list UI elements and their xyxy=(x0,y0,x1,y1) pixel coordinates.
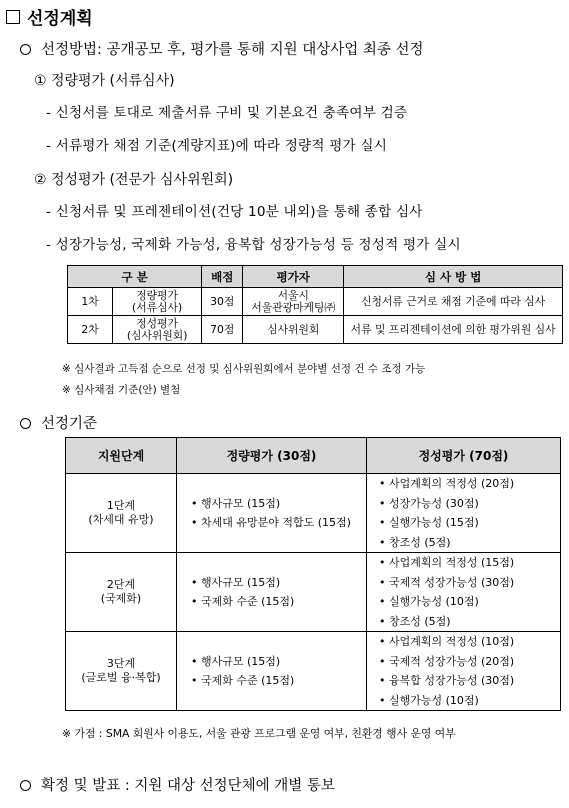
list-item: • 성장가능성 (30점) xyxy=(379,496,479,510)
table1-method: 신청서류 근거로 채점 기준에 따라 심사 xyxy=(344,288,563,316)
list-item: • 국제적 성장가능성 (20점) xyxy=(379,654,515,668)
list-item: • 국제화 수준 (15점) xyxy=(191,595,295,608)
list-item: • 행사규모 (15점) xyxy=(191,575,281,589)
criteria-header-quant: 정량평가 (30점) xyxy=(177,438,367,474)
list-item: • 사업계획의 적정성 (20점) xyxy=(379,477,515,490)
table1-method: 서류 및 프리젠테이션에 의한 평가위원 심사 xyxy=(344,316,563,344)
list-item: • 창조성 (5점) xyxy=(379,535,451,549)
table-row xyxy=(66,553,561,632)
list-item: • 차세대 유망분야 적합도 (15점) xyxy=(191,516,351,529)
quant-item-1: - 신청서를 토대로 제출서류 구비 및 기본요건 충족여부 검증 xyxy=(46,105,408,121)
announcement-bullet xyxy=(20,774,335,795)
criteria-stage: 2단계 (국제화) xyxy=(66,553,177,632)
criteria-bullet xyxy=(20,412,97,433)
table1-header-type: 구 분 xyxy=(68,266,202,288)
list-item: • 실행가능성 (15점) xyxy=(379,516,479,529)
list-item: • 실행가능성 (10점) xyxy=(379,693,479,707)
table1-type: 정량평가 (서류심사) xyxy=(113,288,202,316)
announcement-text: 확정 및 발표 : 지원 대상 선정단체에 개별 통보 xyxy=(41,778,335,794)
table1-stage: 2차 xyxy=(68,316,113,344)
table1-note-2: ※ 심사채점 기준(안) 별첨 xyxy=(62,384,181,396)
table1-stage: 1차 xyxy=(68,288,113,316)
section-heading xyxy=(6,4,93,29)
list-item: • 창조성 (5점) xyxy=(379,614,451,628)
quant-title: ① 정량평가 (서류심사) xyxy=(34,73,175,89)
qual-title: ② 정성평가 (전문가 심사위원회) xyxy=(34,172,234,188)
quant-item-2: - 서류평가 채점 기준(계량지표)에 따라 정량적 평가 실시 xyxy=(46,138,388,154)
table-row xyxy=(66,474,561,553)
list-item: • 사업계획의 적정성 (15점) xyxy=(379,556,515,569)
section-heading-text: 선정계획 xyxy=(27,9,93,29)
circle-bullet-icon xyxy=(20,44,31,55)
table-row xyxy=(68,288,563,316)
list-item: • 국제적 성장가능성 (30점) xyxy=(379,575,515,589)
criteria-stage: 3단계 (글로벌 융·복합) xyxy=(66,632,177,711)
evaluation-table xyxy=(67,265,563,344)
criteria-qual xyxy=(367,553,561,632)
criteria-table xyxy=(65,437,561,711)
checkbox-square-icon xyxy=(6,10,20,24)
table1-header-evaluator: 평가자 xyxy=(243,266,344,288)
criteria-label: 선정기준 xyxy=(41,416,98,432)
method-text: 선정방법: 공개공모 후, 평가를 통해 지원 대상사업 최종 선정 xyxy=(41,42,424,58)
list-item: • 사업계획의 적정성 (10점) xyxy=(379,635,515,648)
table1-type: 정성평가 (심사위원회) xyxy=(113,316,202,344)
circle-bullet-icon xyxy=(20,418,31,429)
criteria-qual xyxy=(367,474,561,553)
table1-header-method: 심 사 방 법 xyxy=(344,266,563,288)
list-item: • 행사규모 (15점) xyxy=(191,654,281,668)
method-bullet xyxy=(20,38,424,59)
list-item: • 실행가능성 (10점) xyxy=(379,595,479,608)
criteria-quant xyxy=(177,474,367,553)
table1-evaluator: 서울시 서울관광마케팅㈜ xyxy=(243,288,344,316)
criteria-qual xyxy=(367,632,561,711)
table1-score: 70점 xyxy=(202,316,243,344)
table-row xyxy=(66,632,561,711)
criteria-header-qual: 정성평가 (70점) xyxy=(367,438,561,474)
table1-score: 30점 xyxy=(202,288,243,316)
circle-bullet-icon xyxy=(20,780,31,791)
criteria-note: ※ 가점 : SMA 회원사 이용도, 서울 관광 프로그램 운영 여부, 친환경 행사 운영 여부 xyxy=(62,727,456,740)
list-item: • 융복합 성장가능성 (30점) xyxy=(379,674,515,687)
criteria-stage: 1단계 (차세대 유망) xyxy=(66,474,177,553)
criteria-header-stage: 지원단계 xyxy=(66,438,177,474)
qual-item-2: - 성장가능성, 국제화 가능성, 융복합 성장가능성 등 정성적 평가 실시 xyxy=(46,237,461,253)
list-item: • 행사규모 (15점) xyxy=(191,496,281,510)
table1-note-1: ※ 심사결과 고득점 순으로 선정 및 심사위원회에서 분야별 선정 건 수 조정 가능 xyxy=(62,363,426,375)
criteria-quant xyxy=(177,632,367,711)
table1-header-score: 배점 xyxy=(202,266,243,288)
list-item: • 국제화 수준 (15점) xyxy=(191,674,295,687)
table-row xyxy=(68,316,563,344)
criteria-quant xyxy=(177,553,367,632)
table1-evaluator: 심사위원회 xyxy=(243,316,344,344)
qual-item-1: - 신청서류 및 프레젠테이션(건당 10분 내외)을 통해 종합 심사 xyxy=(46,204,423,220)
